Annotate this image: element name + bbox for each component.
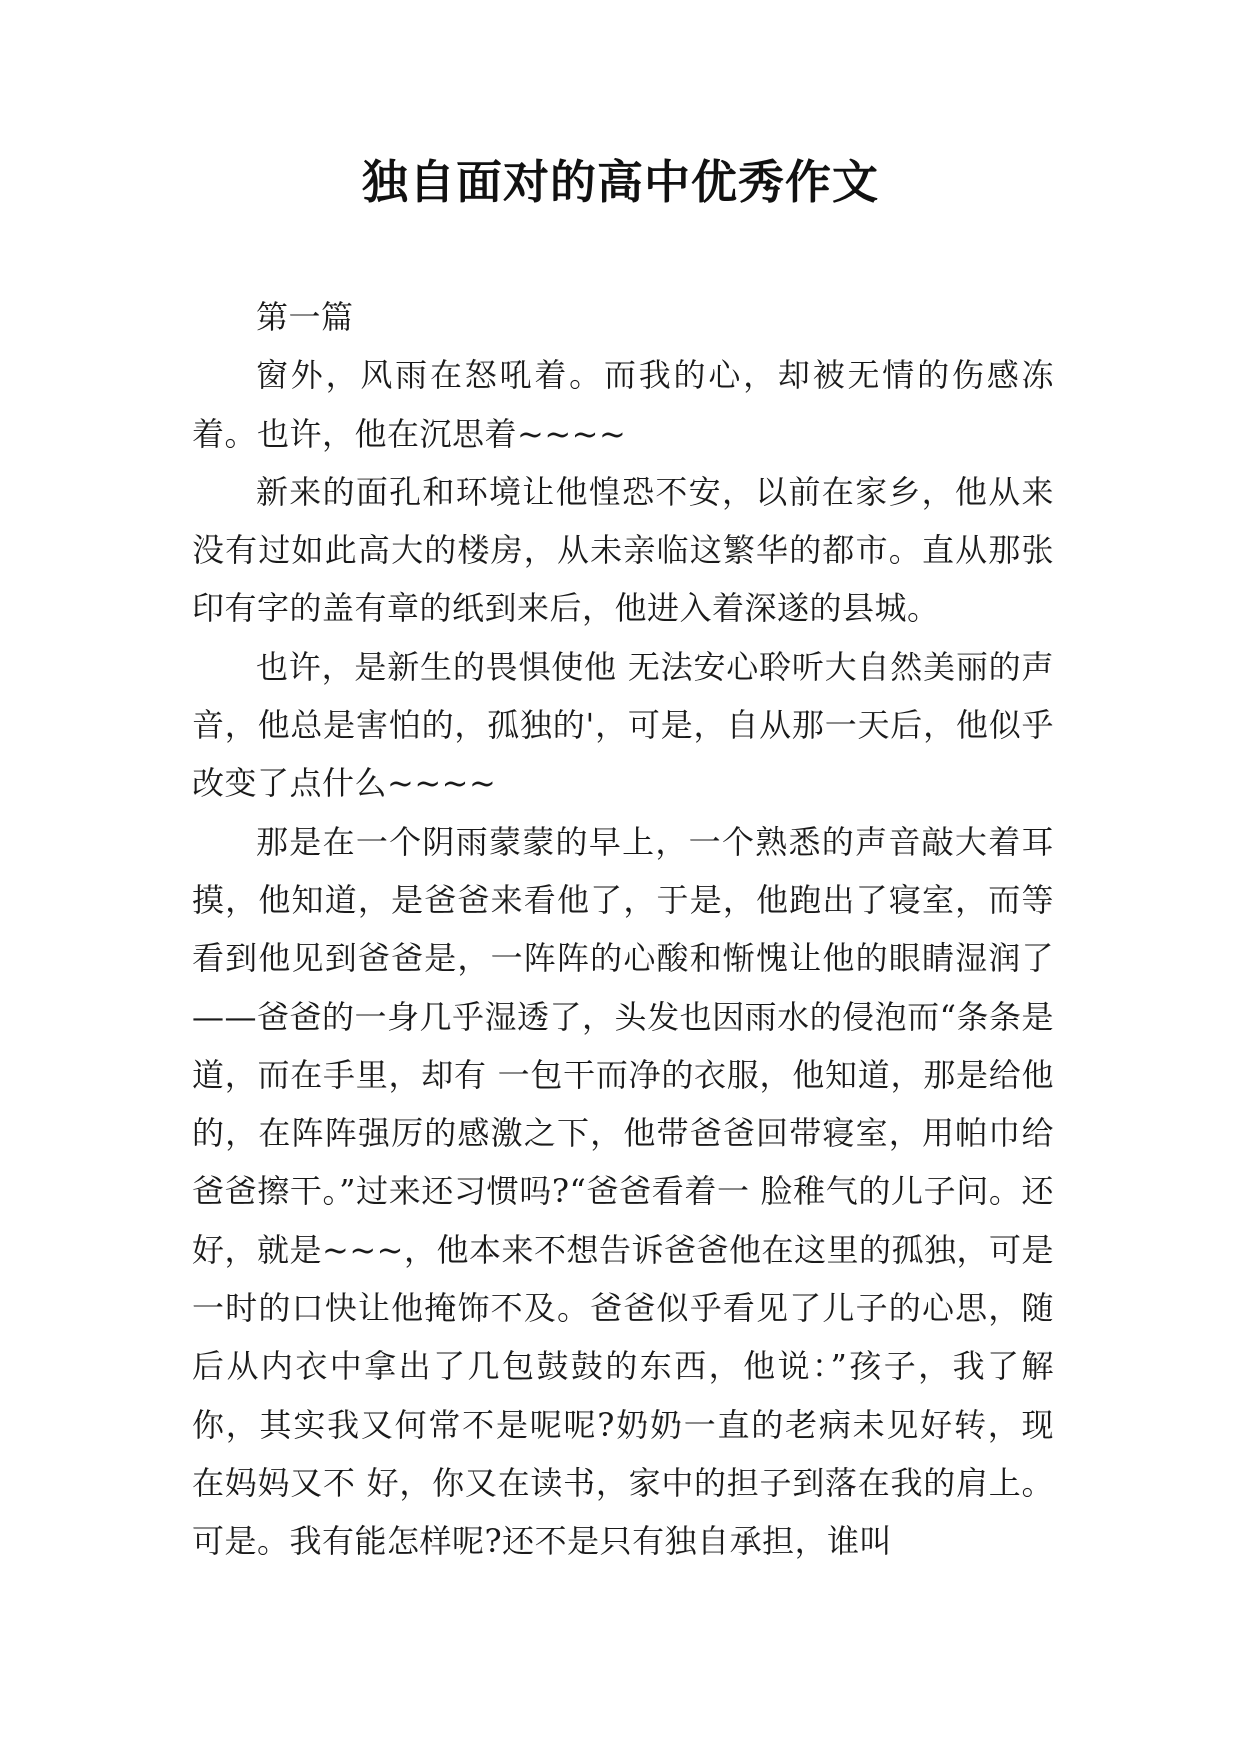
paragraph: 那是在一个阴雨蒙蒙的早上，一个熟悉的声音敲大着耳摸，他知道，是爸爸来看他了，于是，他跑出了寝室，而等看到他见到爸爸是，一阵阵的心酸和惭愧让他的眼睛湿润了——爸爸的一身几乎湿透了，头发也因雨水的侵泡而“条条是道，而在手里，却有 一包干而净的衣服，他知道，那是给他的，在阵阵强厉的感激之下，他带爸爸回带寝室，用帕巾给爸爸擦干。”过来还习惯吗?“爸爸看着一 脸稚气的儿子问。还好，就是~~~，他本来不想告诉爸爸他在这里的孤独，可是一时的口快让他掩饰不及。爸爸似乎看见了儿子的心思，随后从内衣中拿出了几包鼓鼓的东西，他说：”孩子，我了解你，其实我又何常不是呢呢?奶奶一直的老病未见好转，现在妈妈又不 好，你又在读书，家中的担子到落在我的肩上。可是。我有能怎样呢?还不是只有独自承担，谁叫 bbox=[192, 822, 1054, 1561]
section-heading: 第一篇 bbox=[256, 298, 354, 336]
paragraph: 窗外，风雨在怒吼着。而我的心，却被无情的伤感冻着。也许，他在沉思着~~~~ bbox=[192, 356, 1054, 453]
paragraph: 新来的面孔和环境让他惶恐不安，以前在家乡，他从来没有过如此高大的楼房，从未亲临这繁华的都市。直从那张印有字的盖有章的纸到来后，他进入着深遂的县城。 bbox=[192, 472, 1054, 628]
document-body bbox=[192, 288, 1054, 1571]
document-title: 独自面对的高中优秀作文 bbox=[362, 155, 879, 209]
paragraph: 也许，是新生的畏惧使他 无法安心聆听大自然美丽的声音，他总是害怕的，孤独的'，可是，自从那一天后，他似乎改变了点什么~~~~ bbox=[192, 647, 1054, 803]
